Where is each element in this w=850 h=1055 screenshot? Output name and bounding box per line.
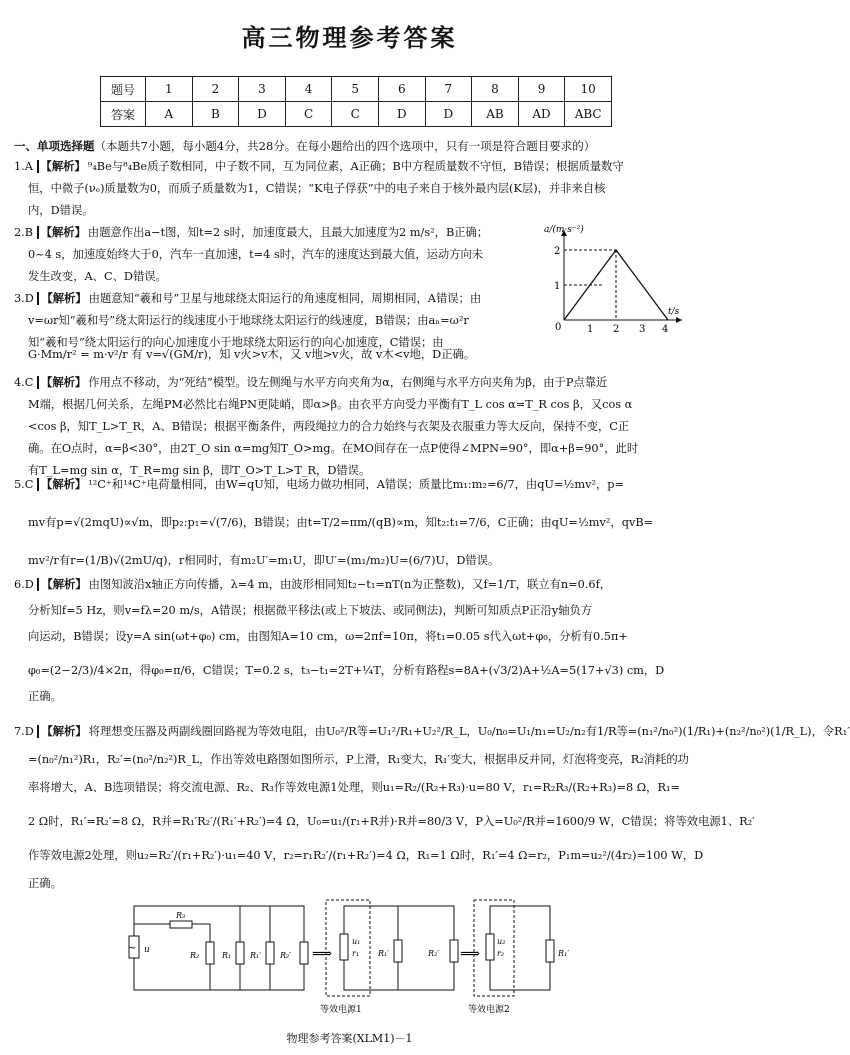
x-tick-label: 3 (639, 324, 646, 335)
q3-line3: 知“羲和号”绕太阳运行的向心加速度小于地球绕太阳运行的向心加速度，C错误；由 (28, 336, 444, 349)
table-cell: 1 (146, 77, 193, 102)
table-cell: C (332, 102, 379, 127)
q7-line5: 作等效电源2处理，则u₂=R₂′/(r₁+R₂′)·u₁=40 V，r₂=r₁R₂′/(r₁+R₂′)=4 Ω，R₁=1 Ω时，R₁′=4 Ω=r₂，P₁m=u₂²/(4r₂)=100 W，D (28, 849, 704, 862)
q2-line3: 发生改变，A、C、D错误。 (28, 270, 167, 283)
q5-line1: ¹²C⁺和¹⁴C⁺电荷量相同，由W=qU知，电场力做功相同，A错误；质量比m₁:m₂=6/7，由qU=½mv²，p= (88, 478, 624, 491)
r1-label: R₁ (222, 951, 232, 960)
resistor-r3 (170, 921, 192, 928)
resistor-r1-prime (546, 940, 554, 962)
equivalent-circuit-2 (468, 900, 569, 1015)
r1p-label: R₁′ (378, 949, 390, 958)
equivalent-circuit-1 (320, 900, 458, 1015)
analysis-tag: 【解析】 (37, 478, 86, 491)
equivalent-circuit-diagram (120, 896, 580, 1026)
resistor-r1-prime (266, 942, 274, 964)
x-tick-label: 2 (613, 324, 620, 335)
x-tick-label: 1 (587, 324, 594, 335)
solution-q1 (14, 156, 686, 222)
equivalent-source-2-label: 等效电源2 (468, 1005, 510, 1015)
section-note: （本题共7小题，每小题4分，共28分。在每小题给出的四个选项中，只有一项是符合题目要求的） (94, 139, 596, 153)
q7-number: 7.D (14, 725, 34, 738)
table-cell: AD (518, 102, 565, 127)
q4-line5: 有T_L=mg sin α，T_R=mg sin β，即T_O>T_L>T_R，D错误。 (28, 464, 371, 477)
analysis-tag: 【解析】 (37, 578, 86, 591)
u1-label: u₁ (352, 937, 361, 946)
q6-line5: 正确。 (28, 690, 62, 703)
table-cell: 6 (378, 77, 425, 102)
u2-label: u₂ (497, 937, 506, 946)
table-cell: C (285, 102, 332, 127)
y-tick-label: 1 (554, 281, 561, 292)
r2-label: R₂ (190, 951, 200, 960)
q6-number: 6.D (14, 578, 34, 591)
solution-q7 (14, 718, 850, 898)
q6-line1: 由图知波沿x轴正方向传播，λ=4 m，由波形相同知t₂−t₁=nT(n为正整数)，又f=1/T，联立有n=0.6f， (88, 578, 612, 591)
circuit1-frame (134, 906, 304, 990)
q6-line3: 向运动，B错误；设y=A sin(ωt+φ₀) cm，由图知A=10 cm，ω=2πf=10π，将t₁=0.05 s代入ωt+φ₀，分析有0.5π+ (28, 630, 628, 643)
q6-line2: 分析知f=5 Hz，则v=fλ=20 m/s，A错误；根据微平移法(或上下坡法、或同侧法)，判断可知质点P正沿y轴负方 (28, 604, 593, 617)
resistor-r1-prime (394, 940, 402, 962)
q2-number: 2.B (14, 226, 34, 239)
solution-q3-formula (14, 344, 686, 366)
arrow-icon: ⟹ (460, 946, 481, 962)
analysis-tag: 【解析】 (37, 226, 86, 239)
analysis-tag: 【解析】 (37, 376, 86, 389)
resistor-r2-prime (300, 942, 308, 964)
solution-q5 (14, 470, 686, 576)
acceleration-time-graph (542, 222, 690, 335)
resistor-r2 (206, 942, 214, 964)
q4-line2: M端，根据几何关系，左绳PM必然比右绳PN更陡峭，即α>β。由衣平方向受力平衡有T_L cos α=T_R cos β，又cos α (28, 398, 633, 411)
table-cell: 8 (472, 77, 519, 102)
solution-q6 (14, 572, 686, 710)
q6-line4: φ₀=(2−2/3)/4×2π，得φ₀=π/6，C错误；T=0.2 s，t₃−t₁=2T+¼T，分析有路程s=8A+(√3/2)A+½A=5(17+√3) cm，D (28, 664, 665, 677)
q3-line2: v=ωr知“羲和号”绕太阳运行的线速度小于地球绕太阳运行的线速度，B错误；由aₙ=ω²r (28, 314, 469, 327)
table-cell: 10 (565, 77, 612, 102)
solution-q2 (14, 222, 544, 288)
answer-table (100, 76, 612, 127)
answer-table-number-row (101, 77, 612, 102)
section-heading (14, 138, 595, 154)
q3-line4: G·Mm/r² = m·v²/r 有 v=√(GM/r)，知 v火>v木，又 v地>v火，故 v木<v地，D正确。 (28, 348, 476, 361)
answer-table-answer-row (101, 102, 612, 127)
analysis-tag: 【解析】 (37, 725, 86, 738)
r1-internal-label: r₁ (352, 949, 360, 958)
row-label-answer: 答案 (101, 102, 146, 127)
resistor-r1 (236, 942, 244, 964)
arrow-icon: ⟹ (312, 946, 333, 962)
table-cell: D (425, 102, 472, 127)
t-axis-arrow (676, 317, 682, 323)
y-axis-label: a/(m·s⁻²) (544, 225, 584, 235)
r1p-label: R₁′ (558, 949, 570, 958)
table-cell: 3 (239, 77, 286, 102)
page-title: 高三物理参考答案 (241, 24, 458, 52)
analysis-tag: 【解析】 (37, 160, 86, 173)
source-u-label: u (144, 945, 150, 955)
q4-line3: <cos β，知T_L>T_R，A、B错误；根据平衡条件，两段绳拉力的合力始终与衣架及衣服重力等大反向，保持不变，C正 (28, 420, 630, 433)
ac-source-symbol: ~ (128, 943, 137, 954)
table-cell: A (146, 102, 193, 127)
q5-line3: mv²/r有r=(1/B)√(2mU/q)，r相同时，有m₂U′=m₁U，即U′=(m₁/m₂)U=(6/7)U，D错误。 (28, 554, 500, 567)
table-cell: ABC (565, 102, 612, 127)
row-label-number: 题号 (101, 77, 146, 102)
origin-label: 0 (555, 322, 562, 333)
table-cell: 4 (285, 77, 332, 102)
q1-line1: ⁹₄Be与⁸₄Be质子数相同，中子数不同，互为同位素，A正确；B中方程质量数不守恒，B错误；根据质量数守 (87, 160, 624, 173)
r2p-label: R₂′ (428, 949, 440, 958)
x-axis-label: t/s (668, 307, 680, 317)
q2-line1: 由题意作出a−t图，知t=2 s时，加速度最大，且最大加速度为2 m/s²，B正确； (87, 226, 489, 239)
q4-line4: 确。在O点时，α=β<30°，由2T_O sin α=mg知T_O>mg。在MO间存在一点P使得∠MPN=90°，即α+β=90°，此时 (28, 442, 639, 455)
x-tick-label: 4 (662, 324, 669, 335)
solution-q4 (14, 372, 686, 482)
q7-line3: 率将增大，A、B选项错误；将交流电源、R₂、R₃作等效电源1处理，则u₁=R₂/(R₂+R₃)·u=80 V，r₁=R₂R₃/(R₂+R₃)=8 Ω，R₁= (28, 781, 680, 794)
q7-line2: =(n₀²/n₁²)R₁，R₂′=(n₀²/n₂²)R_L，作出等效电路图如图所示，P上滑，R₁变大，R₁′变大，根据串反并同，灯泡将变亮，R₂消耗的功 (28, 753, 689, 766)
table-cell: AB (472, 102, 519, 127)
q4-line1: 作用点不移动，为“死结”模型。设左侧绳与水平方向夹角为α，右侧绳与水平方向夹角为β，由于P点靠近 (88, 376, 608, 389)
q4-number: 4.C (14, 376, 34, 389)
q5-line2: mv有p=√(2mqU)∝√m，即p₂:p₁=√(7/6)，B错误；由t=T/2=πm/(qB)∝m，知t₂:t₁=7/6，C正确；由qU=½mv²，qvB= (28, 516, 654, 529)
q2-line2: 0~4 s，加速度始终大于0，汽车一直加速，t=4 s时，汽车的速度达到最大值，运动方向未 (28, 248, 484, 261)
r1p-label: R₁′ (250, 951, 262, 960)
r2p-label: R₂′ (280, 951, 292, 960)
table-cell: 5 (332, 77, 379, 102)
table-cell: B (192, 102, 239, 127)
resistor-r2-prime (450, 940, 458, 962)
r2-internal-label: r₂ (497, 949, 505, 958)
original-circuit (128, 906, 308, 990)
analysis-tag: 【解析】 (37, 292, 86, 305)
q7-line6: 正确。 (28, 877, 62, 890)
table-cell: 2 (192, 77, 239, 102)
table-cell: 9 (518, 77, 565, 102)
table-cell: D (378, 102, 425, 127)
source-u1 (340, 934, 348, 960)
q7-line1: 将理想变压器及两副线圈回路视为等效电阻，由U₀²/R等=U₁²/R₁+U₂²/R_L，U₀/n₀=U₁/n₁=U₂/n₂有1/R等=(n₁²/n₀²)(1/R₁)+(n₂²/n₀²)(1/R_L)，令R₁′ (88, 725, 850, 738)
q7-line4: 2 Ω时，R₁′=R₂′=8 Ω，R并=R₁′R₂′/(R₁′+R₂′)=4 Ω，U₀=u₁/(r₁+R并)·R并=80/3 V，P入=U₀²/R并=1600/9 W，C错误；将等效电源1、R₂′ (28, 815, 755, 828)
circuit3-frame (490, 906, 550, 990)
q1-number: 1.A (14, 160, 33, 173)
section-title: 一、单项选择题 (14, 139, 95, 153)
table-cell: 7 (425, 77, 472, 102)
r3-label: R₃ (176, 911, 186, 920)
q3-line1: 由题意知“羲和号”卫星与地球绕太阳运行的角速度相同，周期相同，A错误；由 (88, 292, 482, 305)
q1-line2: 恒，中微子(νₑ)质量数为0，而质子质量数为1，C错误；“K电子俘获”中的电子来自于核外最内层(K层)，并非来自核 (28, 182, 606, 195)
q1-line3: 内，D错误。 (28, 204, 94, 217)
y-tick-label: 2 (554, 246, 561, 257)
page-footer: 物理参考答案(XLM1)－1 (286, 1032, 413, 1045)
q5-number: 5.C (14, 478, 34, 491)
source-u2 (486, 934, 494, 960)
equivalent-source-1-label: 等效电源1 (320, 1005, 362, 1015)
table-cell: D (239, 102, 286, 127)
q3-number: 3.D (14, 292, 34, 305)
